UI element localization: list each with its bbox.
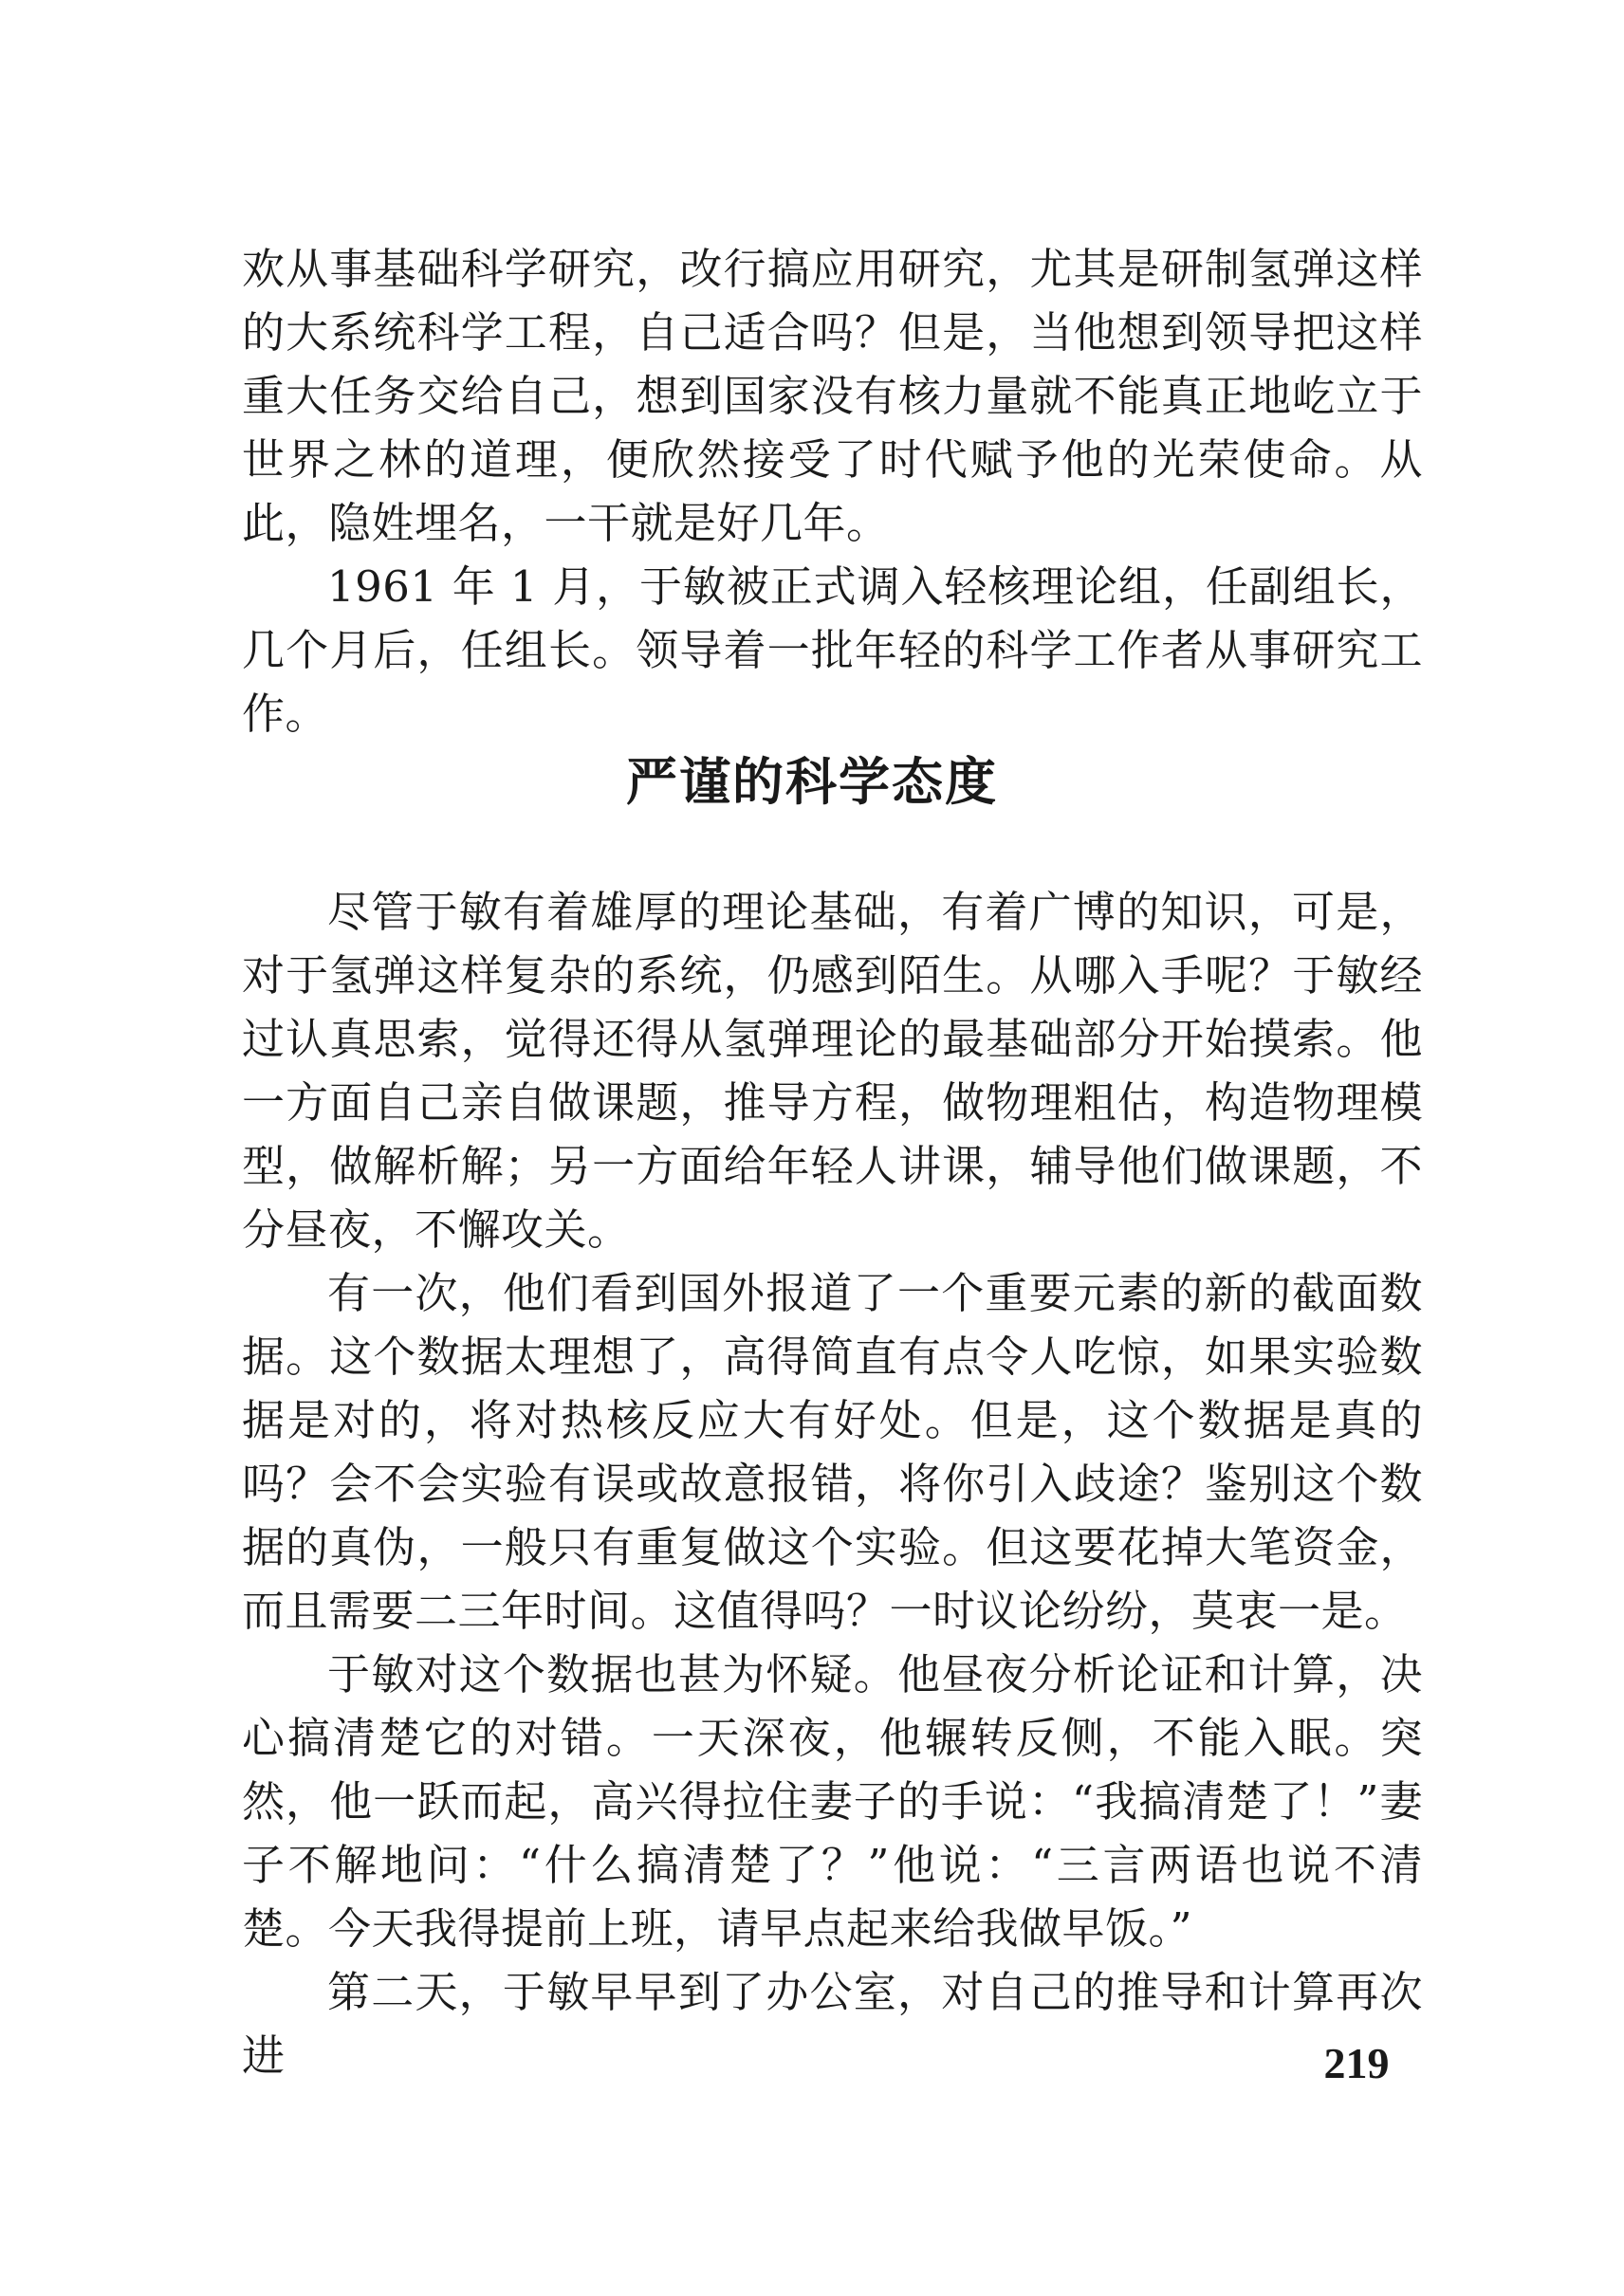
top-text-block: [242, 237, 1423, 745]
body-paragraph: 于敏对这个数据也甚为怀疑。他昼夜分析论证和计算，决心搞清楚它的对错。一天深夜，他辗转反侧，不能入眠。突然，他一跃而起，高兴得拉住妻子的手说：“我搞清楚了！”妻子不解地问：“什么搞清楚了？”他说：“三言两语也说不清楚。今天我得提前上班，请早点起来给我做早饭。”: [242, 1649, 1423, 1954]
paragraph-1961: 1961 年 1 月，于敏被正式调入轻核理论组，任副组长，几个月后，任组长。领导着一批年轻的科学工作者从事研究工作。: [242, 561, 1423, 739]
section-body: [242, 880, 1423, 2087]
body-paragraph: 有一次，他们看到国外报道了一个重要元素的新的截面数据。这个数据太理想了，高得简直有点令人吃惊，如果实验数据是对的，将对热核反应大有好处。但是，这个数据是真的吗？会不会实验有误或故意报错，将你引入歧途？鉴别这个数据的真伪，一般只有重复做这个实验。但这要花掉大笔资金，而且需要二三年时间。这值得吗？一时议论纷纷，莫衷一是。: [242, 1268, 1423, 1636]
section-title: 严谨的科学态度: [626, 752, 998, 812]
continued-paragraph: 欢从事基础科学研究，改行搞应用研究，尤其是研制氢弹这样的大系统科学工程，自己适合吗？但是，当他想到领导把这样重大任务交给自己，想到国家没有核力量就不能真正地屹立于世界之林的道理，便欣然接受了时代赋予他的光荣使命。从此，隐姓埋名，一干就是好几年。: [242, 244, 1423, 548]
body-paragraph: 第二天，于敏早早到了办公室，对自己的推导和计算再次进: [242, 1967, 1423, 2081]
page-number: 219: [1323, 2039, 1390, 2087]
body-paragraph: 尽管于敏有着雄厚的理论基础，有着广博的知识，可是，对于氢弹这样复杂的系统，仍感到陌生。从哪入手呢？于敏经过认真思索，觉得还得从氢弹理论的最基础部分开始摸索。他一方面自己亲自做课题，推导方程，做物理粗估，构造物理模型，做解析解；另一方面给年轻人讲课，辅导他们做课题，不分昼夜，不懈攻关。: [242, 887, 1423, 1255]
